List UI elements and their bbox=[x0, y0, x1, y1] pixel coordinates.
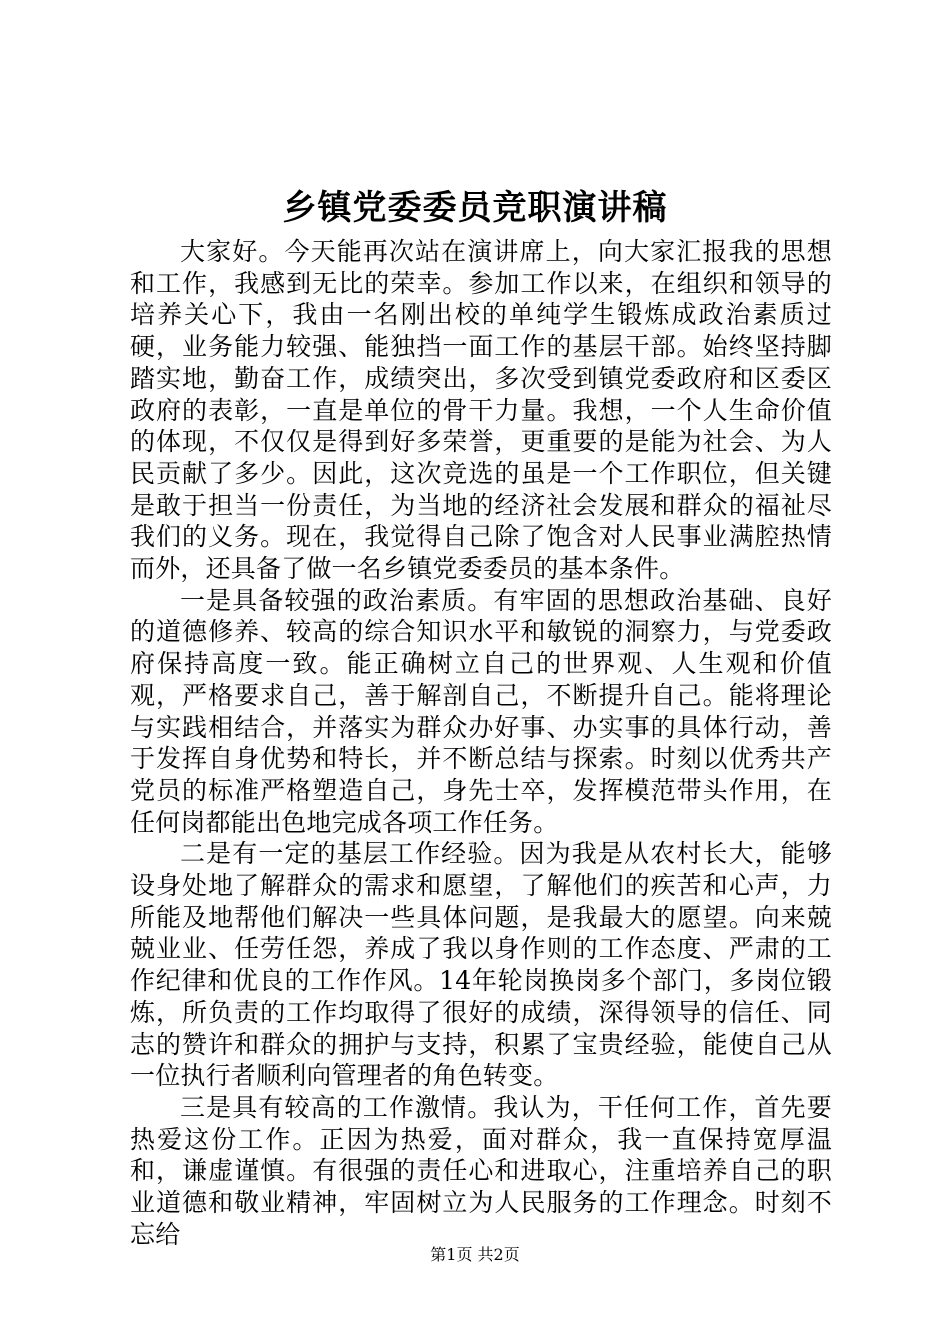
page-number: 第1页 共2页 bbox=[430, 1245, 520, 1264]
paragraph-political-quality: 一是具备较强的政治素质。有牢固的思想政治基础、良好的道德修养、较高的综合知识水平和敏锐的洞察力，与党委政府保持高度一致。能正确树立自己的世界观、人生观和价值观，严格要求自己，善于解剖自己，不断提升自己。能将理论与实践相结合，并落实为群众办好事、办实事的具体行动，善于发挥自身优势和特长，并不断总结与探索。时刻以优秀共产党员的标准严格塑造自己，身先士卒，发挥模范带头作用，在任何岗都能出色地完成各项工作任务。 bbox=[130, 585, 832, 837]
paragraph-intro: 大家好。今天能再次站在演讲席上，向大家汇报我的思想和工作，我感到无比的荣幸。参加工作以来，在组织和领导的培养关心下，我由一名刚出校的单纯学生锻炼成政治素质过硬，业务能力较强、能独挡一面工作的基层干部。始终坚持脚踏实地，勤奋工作，成绩突出，多次受到镇党委政府和区委区政府的表彰，一直是单位的骨干力量。我想，一个人生命价值的体现，不仅仅是得到好多荣誉，更重要的是能为社会、为人民贡献了多少。因此，这次竞选的虽是一个工作职位，但关键是敢于担当一份责任，为当地的经济社会发展和群众的福祉尽我们的义务。现在，我觉得自己除了饱含对人民事业满腔热情而外，还具备了做一名乡镇党委委员的基本条件。 bbox=[130, 237, 832, 584]
document-body bbox=[130, 236, 832, 1251]
document-title: 乡镇党委委员竞职演讲稿 bbox=[282, 188, 668, 228]
paragraph-work-passion: 三是具有较高的工作激情。我认为，干任何工作，首先要热爱这份工作。正因为热爱，面对群众，我一直保持宽厚温和，谦虚谨慎。有很强的责任心和进取心，注重培养自己的职业道德和敬业精神，牢固树立为人民服务的工作理念。时刻不忘给 bbox=[130, 1092, 832, 1249]
paragraph-grassroots-experience: 二是有一定的基层工作经验。因为我是从农村长大，能够设身处地了解群众的需求和愿望，了解他们的疾苦和心声，力所能及地帮他们解决一些具体问题，是我最大的愿望。向来兢兢业业、任劳任怨，养成了我以身作则的工作态度、严肃的工作纪律和优良的工作作风。14年轮岗换岗多个部门，多岗位锻炼，所负责的工作均取得了很好的成绩，深得领导的信任、同志的赞许和群众的拥护与支持，积累了宝贵经验，能使自己从一位执行者顺利向管理者的角色转变。 bbox=[130, 839, 832, 1091]
